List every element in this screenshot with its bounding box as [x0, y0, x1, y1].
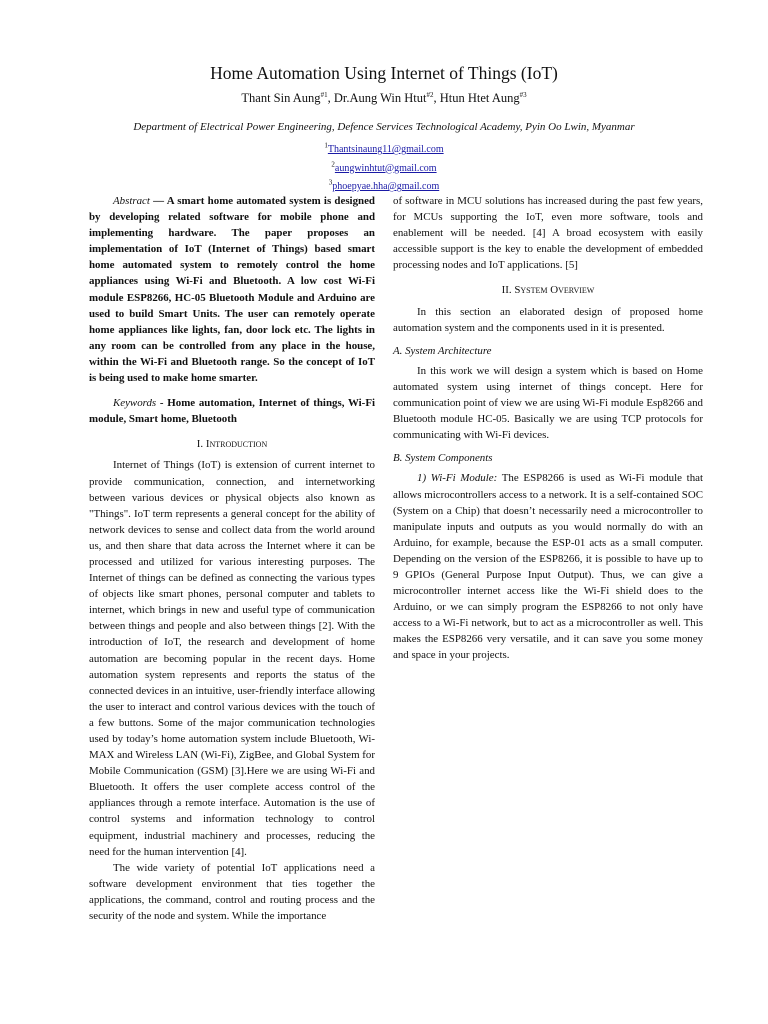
author-list: [0, 90, 768, 106]
paragraph: Internet of Things (IoT) is extension of current internet to provide communication, connection, and internetworking between various devices or physical objects also known as "Things". IoT term represents a general concept for the ability of network devices to sense and collect data from the world around us, and then share that data across the Internet where it can be processed and utilized for various interesting purposes. The Internet of things can be defined as connecting the various types of objects like smart phones, personal computer and tablets to internet, which brings in new and useful type of communication between things and people and also between things [2]. With the introduction of IoT, the research and development of home automation are becoming popular in the recent days. Home automation system represents and reports the status of the connected devices in an intuitive, user-friendly interface allowing the user to interact and control various devices with the touch of a few buttons. Some of the major communication technologies used by today’s home automation system include Bluetooth, Wi-MAX and Wireless LAN (Wi-Fi), ZigBee, and Global System for Mobile Communication (GSM) [3].Here we are using Wi-Fi and Bluetooth. It offers the user complete access control of the appliances through a remote interface. Automation is the use of control systems and information technology to control equipment, industrial machinery and processes, reducing the need for the human intervention [4].: [89, 459, 375, 858]
paragraph: The wide variety of potential IoT applications need a software development environment that ties together the applications, the command, control and routing process and the security of the node and system. While the importance: [89, 861, 375, 923]
affiliation: Department of Electrical Power Engineering, Defence Services Technological Academy, Pyin Oo Lwin, Myanmar: [133, 121, 635, 133]
author-name: Htun Htet Aung: [439, 91, 520, 105]
subsection-heading-components: B. System Components: [393, 452, 493, 465]
author-separator: ,: [433, 91, 440, 105]
subsubsection-heading-wifi: 1) Wi-Fi Module:: [417, 472, 498, 485]
right-column: [393, 193, 703, 664]
email-line: [0, 160, 768, 179]
email-list: [0, 141, 768, 197]
subsection-heading-architecture: A. System Architecture: [393, 344, 492, 357]
author-mark: #2: [426, 90, 434, 99]
author-name: Thant Sin Aung: [241, 91, 321, 105]
paragraph: In this section an elaborated design of proposed home automation system and the components used in it is presented.: [393, 305, 703, 334]
paragraph: In this work we will design a system which is based on Home automated system using internet of things concept. Here for communication point of view we are using Wi-Fi module Esp8266 and Bluetooth module HC-05. Basically we are using TCP protocols for communicating with Wi-Fi devices.: [393, 364, 703, 442]
author-mark: #3: [519, 90, 527, 99]
abstract-label: Abstract: [113, 195, 150, 207]
keywords: [89, 395, 375, 427]
email-link[interactable]: Thantsinaung11@gmail.com: [327, 144, 444, 155]
paragraph: of software in MCU solutions has increased during the past few years, for MCUs supporting the IoT, even more software, tools and enablement will be needed. [4] A broad ecosystem with easily accessible support is the key to enable the development of embedded processing nodes and IoT applications. [5]: [393, 195, 703, 272]
section-heading-system-overview: II. System Overview: [501, 284, 595, 297]
paragraph: [393, 470, 703, 663]
left-column: [89, 193, 375, 924]
abstract-dash: —: [149, 195, 167, 207]
author-separator: ,: [327, 91, 334, 105]
email-line: [0, 141, 768, 160]
section-heading-introduction: I. Introduction: [196, 438, 268, 451]
abstract: [89, 193, 375, 386]
author-name: Dr.Aung Win Htut: [333, 91, 427, 105]
email-link[interactable]: aungwinhtut@gmail.com: [334, 162, 437, 174]
keywords-dash: -: [156, 397, 168, 410]
wifi-module-text: The ESP8266 is used as Wi-Fi module that allows microcontrollers access to a network. It is a self-contained SOC (System on a Chip) that doesn’t necessarily need a microcontroller to manipulate inputs and outputs as you would normally do with an Arduino, for example, because the ESP-01 acts as a small computer. Depending on the version of the ESP8266, it is possible to have up to 9 GPIOs (General Purpose Input Output). Thus, we can give a microcontroller internet access like the Wi-Fi shield does to the Arduino, or we can simply program the ESP8266 to not only have access to a Wi-Fi network, but to act as a microcontroller as well. This makes the ESP8266 very versatile, and it can save you some money and space in your projects.: [393, 472, 704, 662]
keywords-label: Keywords: [113, 397, 157, 410]
author-mark: #1: [320, 90, 328, 99]
abstract-text: A smart home automated system is designed by developing related software for mobile phone and implementing hardware. The paper proposes an implementation of IoT (Internet of Things) based smart home automated system to remotely control the home appliances using Wi-Fi and Bluetooth. A low cost Wi-Fi module ESP8266, HC-05 Bluetooth Module and Arduino are used to build Smart Units. The user can remotely operate home appliances like lights, fan, door lock etc. The lights in any room can be controlled from any place in the house, within the Wi-Fi and Bluetooth range. So the concept of IoT is being used to make home smarter.: [89, 195, 375, 385]
email-mark: 3: [328, 178, 333, 187]
paper-title: Home Automation Using Internet of Things (IoT): [210, 63, 558, 83]
keywords-text: Home automation, Internet of things, Wi-Fi module, Smart home, Bluetooth: [89, 397, 375, 426]
email-mark: 2: [331, 160, 335, 169]
email-mark: 1: [324, 141, 328, 150]
email-link[interactable]: phoepyae.hha@gmail.com: [332, 181, 440, 192]
